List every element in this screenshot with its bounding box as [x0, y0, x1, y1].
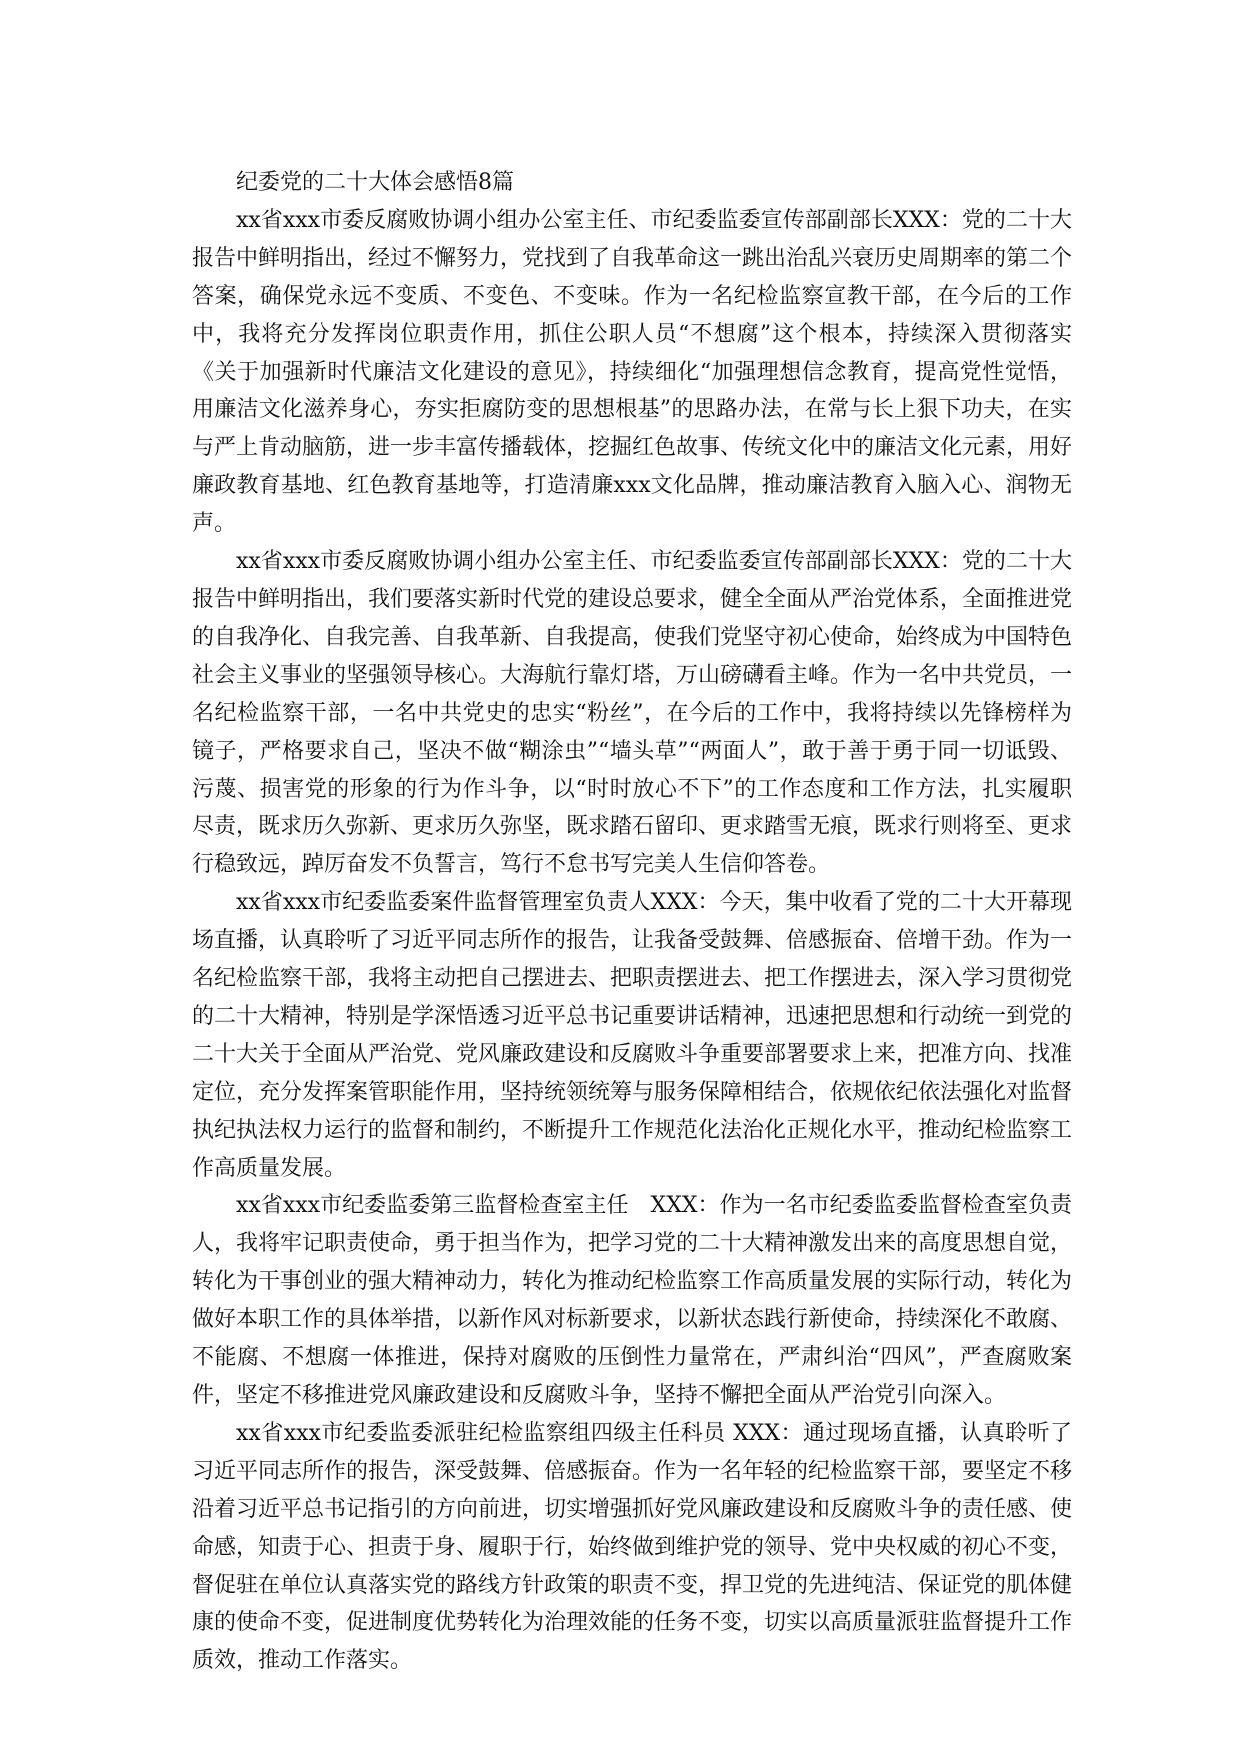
paragraph-3: xx省xxx市纪委监委案件监督管理室负责人XXX：今天，集中收看了党的二十大开幕现场直播，认真聆听了习近平同志所作的报告，让我备受鼓舞、倍感振奋、倍增干劲。作为一名纪检监察干部，我将主动把自己摆进去、把职责摆进去、把工作摆进去，深入学习贯彻党的二十大精神，特别是学深悟透习近平总书记重要讲话精神，迅速把思想和行动统一到党的二十大关于全面从严治党、党风廉政建设和反腐败斗争重要部署要求上来，把准方向、找准定位，充分发挥案管职能作用，坚持统领统筹与服务保障相结合，依规依纪依法强化对监督执纪执法权力运行的监督和制约，不断提升工作规范化法治化正规化水平，推动纪检监察工作高质量发展。	[192, 890, 1073, 1181]
paragraph-2: xx省xxx市委反腐败协调小组办公室主任、市纪委监委宣传部副部长XXX：党的二十大报告中鲜明指出，我们要落实新时代党的建设总要求，健全全面从严治党体系，全面推进党的自我净化、自我完善、自我革新、自我提高，使我们党坚守初心使命，始终成为中国特色社会主义事业的坚强领导核心。大海航行靠灯塔，万山磅礴看主峰。作为一名中共党员，一名纪检监察干部，一名中共党史的忠实“粉丝”，在今后的工作中，我将持续以先锋榜样为镜子，严格要求自己，坚决不做“糊涂虫”“墙头草”“两面人”，敢于善于勇于同一切诋毁、污蔑、损害党的形象的行为作斗争，以“时时放心不下”的工作态度和工作方法，扎实履职尽责，既求历久弥新、更求历久弥坚，既求踏石留印、更求踏雪无痕，既求行则将至、更求行稳致远，踔厉奋发不负誓言，笃行不怠书写完美人生信仰答卷。	[192, 549, 1073, 878]
paragraph-1: xx省xxx市委反腐败协调小组办公室主任、市纪委监委宣传部副部长XXX：党的二十大报告中鲜明指出，经过不懈努力，党找到了自我革命这一跳出治乱兴衰历史周期率的第二个答案，确保党永远不变质、不变色、不变味。作为一名纪检监察宣教干部，在今后的工作中，我将充分发挥岗位职责作用，抓住公职人员“不想腐”这个根本，持续深入贯彻落实《关于加强新时代廉洁文化建设的意见》，持续细化“加强理想信念教育，提高党性觉悟，用廉洁文化滋养身心，夯实拒腐防变的思想根基”的思路办法，在常与长上狠下功夫，在实与严上肯动脑筋，进一步丰富传播载体，挖掘红色故事、传统文化中的廉洁文化元素，用好廉政教育基地、红色教育基地等，打造清廉xxx文化品牌，推动廉洁教育入脑入心、润物无声。	[192, 207, 1073, 537]
document-title: 纪委党的二十大体会感悟8篇	[236, 170, 514, 195]
document-page	[192, 164, 1072, 1680]
paragraph-4: xx省xxx市纪委监委第三监督检查室主任 XXX：作为一名市纪委监委监督检查室负责人，我将牢记职责使命，勇于担当作为，把学习党的二十大精神激发出来的高度思想自觉，转化为干事创业的强大精神动力，转化为推动纪检监察工作高质量发展的实际行动，转化为做好本职工作的具体举措，以新作风对标新要求，以新状态践行新使命，持续深化不敢腐、不能腐、不想腐一体推进，保持对腐败的压倒性力量常在，严肃纠治“四风”，严查腐败案件，坚定不移推进党风廉政建设和反腐败斗争，坚持不懈把全面从严治党引向深入。	[192, 1193, 1073, 1408]
paragraph-5: xx省xxx市纪委监委派驻纪检监察组四级主任科员 XXX：通过现场直播，认真聆听了习近平同志所作的报告，深受鼓舞、倍感振奋。作为一名年轻的纪检监察干部，要坚定不移沿着习近平总书记指引的方向前进，切实增强抓好党风廉政建设和反腐败斗争的责任感、使命感，知责于心、担责于身、履职于行，始终做到维护党的领导、党中央权威的初心不变，督促驻在单位认真落实党的路线方针政策的职责不变，捍卫党的先进纯洁、保证党的肌体健康的使命不变，促进制度优势转化为治理效能的任务不变，切实以高质量派驻监督提升工作质效，推动工作落实。	[192, 1420, 1073, 1674]
